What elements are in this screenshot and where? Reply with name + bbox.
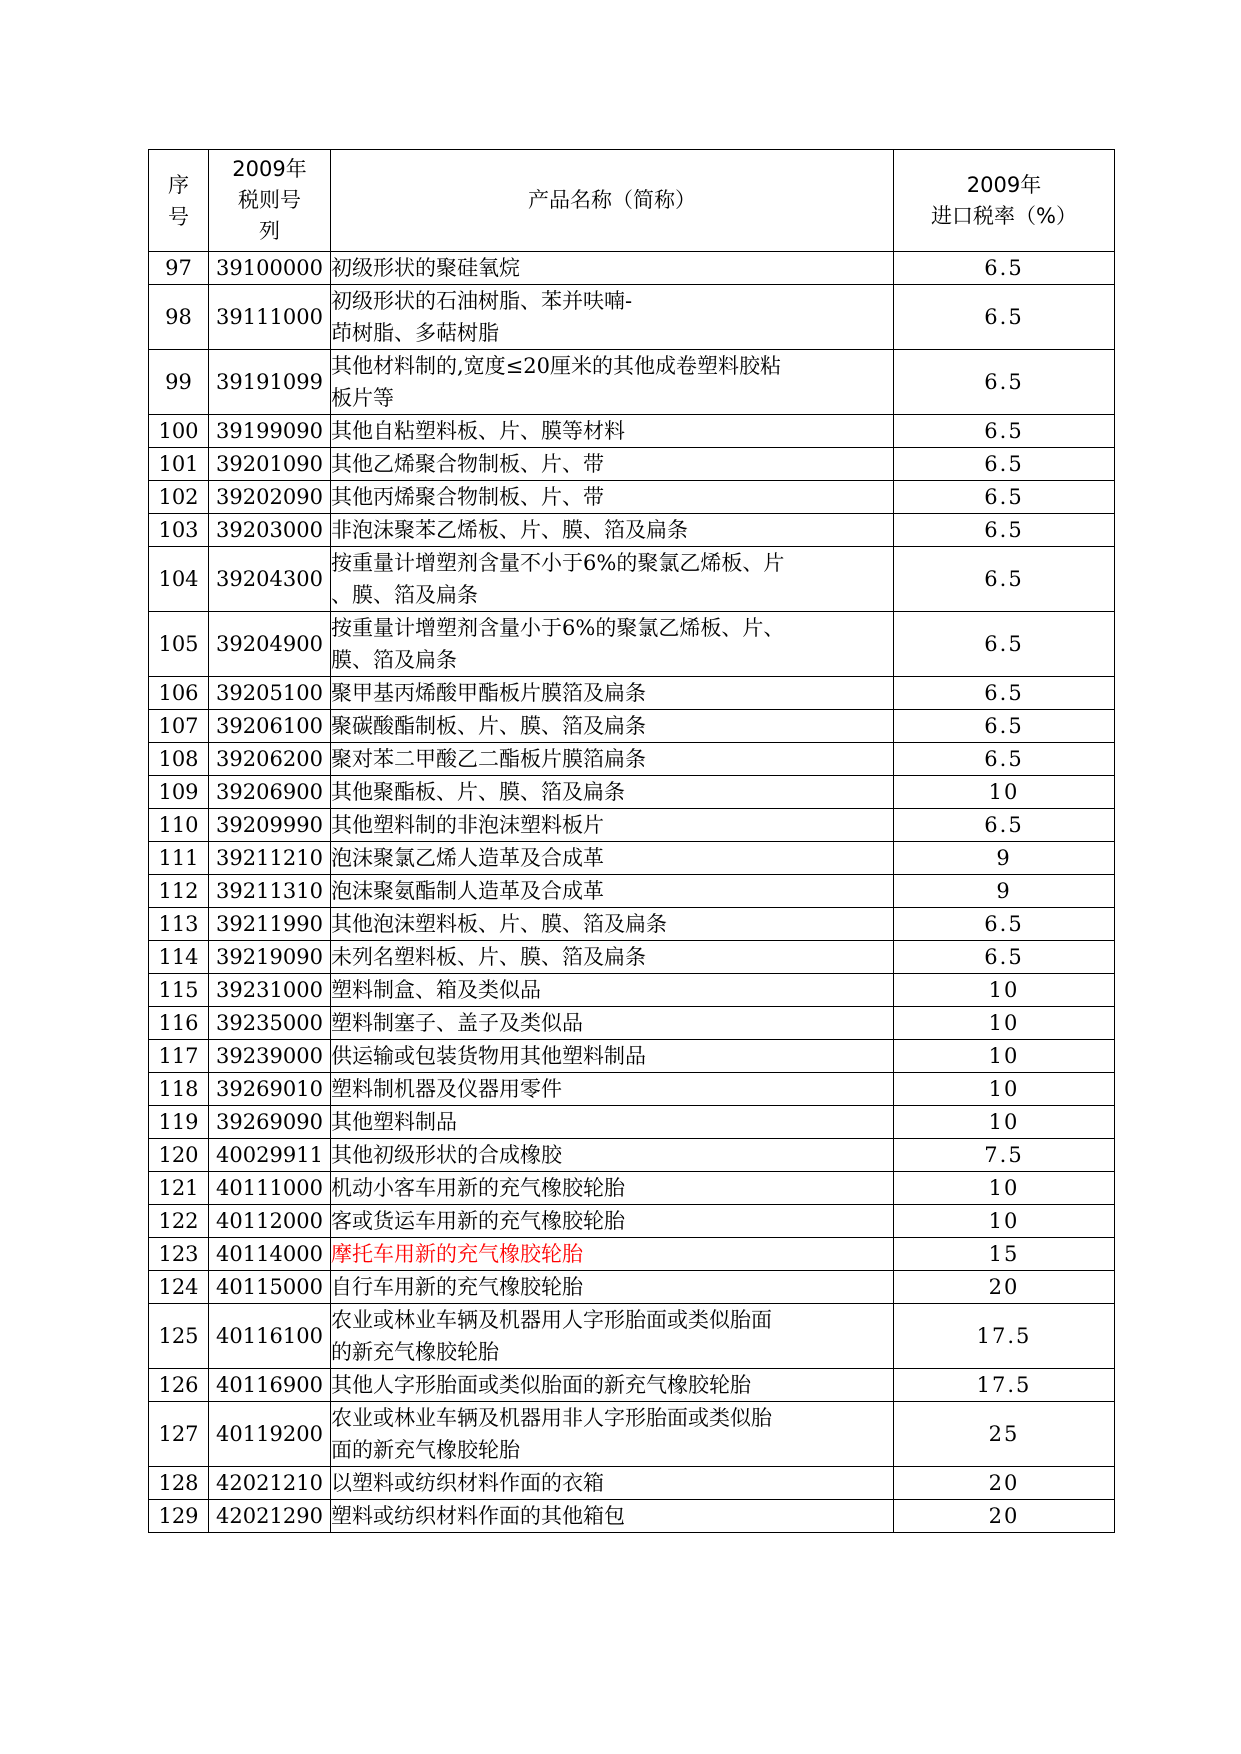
row-tariff-code: 39231000: [209, 974, 331, 1007]
row-tariff-code: 39204900: [209, 612, 331, 677]
row-product-name: [331, 547, 894, 612]
table-row: [149, 710, 1115, 743]
table-row: [149, 1172, 1115, 1205]
product-name-line: 塑料或纺织材料作面的其他箱包: [331, 1504, 625, 1528]
product-name-line: 膜、箔及扁条: [331, 648, 457, 672]
row-index: 97: [149, 252, 209, 285]
row-tariff-code: 39191099: [209, 350, 331, 415]
row-import-rate: 7.5: [894, 1139, 1115, 1172]
product-name-line: 聚对苯二甲酸乙二酯板片膜箔扁条: [331, 747, 646, 771]
row-index: 98: [149, 285, 209, 350]
row-tariff-code: 40114000: [209, 1238, 331, 1271]
row-tariff-code: 39100000: [209, 252, 331, 285]
row-import-rate: 6.5: [894, 941, 1115, 974]
header-rate-line: 进口税率（%）: [931, 203, 1077, 228]
table-row: [149, 1106, 1115, 1139]
product-name-line: 聚碳酸酯制板、片、膜、箔及扁条: [331, 714, 646, 738]
row-product-name: [331, 1369, 894, 1402]
row-index: 118: [149, 1073, 209, 1106]
row-import-rate: 10: [894, 776, 1115, 809]
product-name-line: 其他丙烯聚合物制板、片、带: [331, 485, 604, 509]
row-import-rate: 20: [894, 1500, 1115, 1533]
row-product-name: [331, 776, 894, 809]
product-name-line: 塑料制塞子、盖子及类似品: [331, 1011, 583, 1035]
row-tariff-code: 40115000: [209, 1271, 331, 1304]
row-import-rate: 6.5: [894, 677, 1115, 710]
table-row: [149, 1402, 1115, 1467]
row-product-name: [331, 1040, 894, 1073]
product-name-line: 农业或林业车辆及机器用人字形胎面或类似胎面: [331, 1308, 772, 1332]
row-product-name: [331, 1007, 894, 1040]
product-name-line: 其他材料制的,宽度≤20厘米的其他成卷塑料胶粘: [331, 354, 781, 378]
table-row: [149, 285, 1115, 350]
row-tariff-code: 40029911: [209, 1139, 331, 1172]
product-name-line: 塑料制机器及仪器用零件: [331, 1077, 562, 1101]
row-product-name: [331, 710, 894, 743]
row-tariff-code: 40116100: [209, 1304, 331, 1369]
row-index: 116: [149, 1007, 209, 1040]
product-name-line: 其他塑料制品: [331, 1110, 457, 1134]
table-row: [149, 1007, 1115, 1040]
product-name-line: 其他塑料制的非泡沫塑料板片: [331, 813, 604, 837]
row-import-rate: 6.5: [894, 908, 1115, 941]
product-name-line: 机动小客车用新的充气橡胶轮胎: [331, 1176, 625, 1200]
header-row: [149, 150, 1115, 252]
row-index: 128: [149, 1467, 209, 1500]
row-tariff-code: 39239000: [209, 1040, 331, 1073]
row-import-rate: 10: [894, 1007, 1115, 1040]
product-name-line: 其他自粘塑料板、片、膜等材料: [331, 419, 625, 443]
row-tariff-code: 39111000: [209, 285, 331, 350]
row-index: 114: [149, 941, 209, 974]
table-row: [149, 1369, 1115, 1402]
row-tariff-code: 39211310: [209, 875, 331, 908]
row-index: 101: [149, 448, 209, 481]
row-index: 120: [149, 1139, 209, 1172]
row-product-name: [331, 677, 894, 710]
table-row: [149, 1271, 1115, 1304]
header-rate-line: 2009年: [966, 172, 1042, 197]
row-tariff-code: 42021210: [209, 1467, 331, 1500]
table-row: [149, 415, 1115, 448]
row-tariff-code: 39206900: [209, 776, 331, 809]
table-row: [149, 350, 1115, 415]
row-import-rate: 6.5: [894, 481, 1115, 514]
row-tariff-code: 40112000: [209, 1205, 331, 1238]
row-product-name: [331, 415, 894, 448]
row-product-name: [331, 1467, 894, 1500]
table-header: [149, 150, 1115, 252]
product-name-line: 按重量计增塑剂含量不小于6%的聚氯乙烯板、片: [331, 551, 785, 575]
table-row: [149, 1304, 1115, 1369]
row-product-name: [331, 612, 894, 677]
row-product-name: [331, 974, 894, 1007]
table-row: [149, 842, 1115, 875]
row-index: 112: [149, 875, 209, 908]
row-import-rate: 10: [894, 1073, 1115, 1106]
tariff-table: [148, 149, 1115, 1533]
product-name-line: 、膜、箔及扁条: [331, 583, 478, 607]
row-tariff-code: 40119200: [209, 1402, 331, 1467]
header-index: [149, 150, 209, 252]
row-product-name: [331, 285, 894, 350]
row-tariff-code: 39211210: [209, 842, 331, 875]
row-index: 126: [149, 1369, 209, 1402]
row-tariff-code: 39199090: [209, 415, 331, 448]
row-product-name: [331, 1238, 894, 1271]
header-import-rate: [894, 150, 1115, 252]
row-import-rate: 6.5: [894, 710, 1115, 743]
row-product-name: [331, 1402, 894, 1467]
row-tariff-code: 39209990: [209, 809, 331, 842]
row-tariff-code: 39235000: [209, 1007, 331, 1040]
row-product-name: [331, 1172, 894, 1205]
table-row: [149, 908, 1115, 941]
product-name-line: 供运输或包装货物用其他塑料制品: [331, 1044, 646, 1068]
header-index-line: 序: [168, 172, 189, 197]
row-import-rate: 20: [894, 1467, 1115, 1500]
row-product-name: [331, 1139, 894, 1172]
row-product-name: [331, 908, 894, 941]
row-tariff-code: 39211990: [209, 908, 331, 941]
row-product-name: [331, 481, 894, 514]
table-row: [149, 514, 1115, 547]
table-row: [149, 1040, 1115, 1073]
row-product-name: [331, 809, 894, 842]
row-product-name: [331, 743, 894, 776]
product-name-line: 板片等: [331, 386, 394, 410]
product-name-line: 泡沫聚氯乙烯人造革及合成革: [331, 846, 604, 870]
row-index: 108: [149, 743, 209, 776]
header-code-line: 列: [259, 219, 280, 243]
row-tariff-code: 39219090: [209, 941, 331, 974]
row-import-rate: 15: [894, 1238, 1115, 1271]
table-row: [149, 941, 1115, 974]
row-import-rate: 17.5: [894, 1369, 1115, 1402]
row-index: 103: [149, 514, 209, 547]
row-product-name: [331, 252, 894, 285]
row-product-name: [331, 875, 894, 908]
table-row: [149, 448, 1115, 481]
table-row: [149, 1238, 1115, 1271]
row-import-rate: 6.5: [894, 448, 1115, 481]
row-index: 119: [149, 1106, 209, 1139]
product-name-line: 茚树脂、多萜树脂: [331, 321, 499, 345]
product-name-line: 其他人字形胎面或类似胎面的新充气橡胶轮胎: [331, 1373, 751, 1397]
table-row: [149, 1073, 1115, 1106]
table-body: [149, 252, 1115, 1533]
row-tariff-code: 39202090: [209, 481, 331, 514]
row-import-rate: 6.5: [894, 809, 1115, 842]
row-index: 125: [149, 1304, 209, 1369]
row-tariff-code: 40111000: [209, 1172, 331, 1205]
product-name-line: 自行车用新的充气橡胶轮胎: [331, 1275, 583, 1299]
row-index: 124: [149, 1271, 209, 1304]
row-index: 111: [149, 842, 209, 875]
row-tariff-code: 39205100: [209, 677, 331, 710]
row-index: 115: [149, 974, 209, 1007]
row-index: 113: [149, 908, 209, 941]
header-index-line: 号: [168, 204, 189, 229]
row-tariff-code: 39269090: [209, 1106, 331, 1139]
product-name-line: 聚甲基丙烯酸甲酯板片膜箔及扁条: [331, 681, 646, 705]
table-row: [149, 743, 1115, 776]
row-product-name: [331, 448, 894, 481]
row-import-rate: 6.5: [894, 612, 1115, 677]
row-product-name: [331, 1271, 894, 1304]
product-name-line: 其他聚酯板、片、膜、箔及扁条: [331, 780, 625, 804]
row-product-name: [331, 514, 894, 547]
product-name-line: 塑料制盒、箱及类似品: [331, 978, 541, 1002]
row-index: 117: [149, 1040, 209, 1073]
row-index: 109: [149, 776, 209, 809]
row-index: 110: [149, 809, 209, 842]
row-index: 123: [149, 1238, 209, 1271]
table-row: [149, 809, 1115, 842]
row-import-rate: 9: [894, 842, 1115, 875]
row-import-rate: 6.5: [894, 743, 1115, 776]
table-row: [149, 677, 1115, 710]
row-tariff-code: 39203000: [209, 514, 331, 547]
product-name-line: 未列名塑料板、片、膜、箔及扁条: [331, 945, 646, 969]
row-index: 127: [149, 1402, 209, 1467]
row-import-rate: 25: [894, 1402, 1115, 1467]
row-product-name: [331, 1106, 894, 1139]
row-import-rate: 10: [894, 974, 1115, 1007]
row-tariff-code: 39204300: [209, 547, 331, 612]
product-name-line: 客或货运车用新的充气橡胶轮胎: [331, 1209, 625, 1233]
product-name-line: 其他泡沫塑料板、片、膜、箔及扁条: [331, 912, 667, 936]
row-index: 102: [149, 481, 209, 514]
row-index: 122: [149, 1205, 209, 1238]
product-name-line: 其他乙烯聚合物制板、片、带: [331, 452, 604, 476]
product-name-line: 初级形状的石油树脂、苯并呋喃-: [331, 289, 633, 313]
product-name-line: 初级形状的聚硅氧烷: [331, 256, 520, 280]
table-row: [149, 1139, 1115, 1172]
row-import-rate: 10: [894, 1106, 1115, 1139]
row-import-rate: 10: [894, 1172, 1115, 1205]
row-import-rate: 6.5: [894, 252, 1115, 285]
table-row: [149, 547, 1115, 612]
row-product-name: [331, 1073, 894, 1106]
row-import-rate: 10: [894, 1040, 1115, 1073]
row-index: 105: [149, 612, 209, 677]
product-name-line: 面的新充气橡胶轮胎: [331, 1438, 520, 1462]
table-row: [149, 875, 1115, 908]
row-product-name: [331, 842, 894, 875]
row-import-rate: 6.5: [894, 350, 1115, 415]
row-import-rate: 20: [894, 1271, 1115, 1304]
row-index: 99: [149, 350, 209, 415]
product-name-line: 的新充气橡胶轮胎: [331, 1340, 499, 1364]
table-row: [149, 252, 1115, 285]
product-name-line: 泡沫聚氨酯制人造革及合成革: [331, 879, 604, 903]
product-name-line: 摩托车用新的充气橡胶轮胎: [331, 1242, 583, 1266]
row-tariff-code: 39269010: [209, 1073, 331, 1106]
header-tariff-code: [209, 150, 331, 252]
row-tariff-code: 39206200: [209, 743, 331, 776]
row-import-rate: 17.5: [894, 1304, 1115, 1369]
row-tariff-code: 40116900: [209, 1369, 331, 1402]
row-import-rate: 6.5: [894, 514, 1115, 547]
row-tariff-code: 39206100: [209, 710, 331, 743]
header-product-name: [331, 150, 894, 252]
table-row: [149, 1500, 1115, 1533]
table-row: [149, 974, 1115, 1007]
row-import-rate: 10: [894, 1205, 1115, 1238]
row-index: 100: [149, 415, 209, 448]
product-name-line: 农业或林业车辆及机器用非人字形胎面或类似胎: [331, 1406, 772, 1430]
product-name-line: 非泡沫聚苯乙烯板、片、膜、箔及扁条: [331, 518, 688, 542]
product-name-line: 按重量计增塑剂含量小于6%的聚氯乙烯板、片、: [331, 616, 785, 640]
row-index: 104: [149, 547, 209, 612]
product-name-line: 以塑料或纺织材料作面的衣箱: [331, 1471, 604, 1495]
row-product-name: [331, 1205, 894, 1238]
row-import-rate: 6.5: [894, 547, 1115, 612]
row-index: 121: [149, 1172, 209, 1205]
row-index: 129: [149, 1500, 209, 1533]
header-code-line: 税则号: [238, 188, 301, 212]
table-row: [149, 612, 1115, 677]
row-product-name: [331, 1304, 894, 1369]
table-row: [149, 481, 1115, 514]
row-index: 107: [149, 710, 209, 743]
row-index: 106: [149, 677, 209, 710]
table-row: [149, 776, 1115, 809]
row-import-rate: 6.5: [894, 415, 1115, 448]
table-row: [149, 1467, 1115, 1500]
row-tariff-code: 42021290: [209, 1500, 331, 1533]
row-product-name: [331, 350, 894, 415]
row-import-rate: 9: [894, 875, 1115, 908]
table-row: [149, 1205, 1115, 1238]
row-product-name: [331, 941, 894, 974]
row-tariff-code: 39201090: [209, 448, 331, 481]
row-product-name: [331, 1500, 894, 1533]
row-import-rate: 6.5: [894, 285, 1115, 350]
product-name-line: 其他初级形状的合成橡胶: [331, 1143, 562, 1167]
header-name-line: 产品名称（简称）: [528, 188, 696, 212]
header-code-line: 2009年: [232, 157, 307, 181]
